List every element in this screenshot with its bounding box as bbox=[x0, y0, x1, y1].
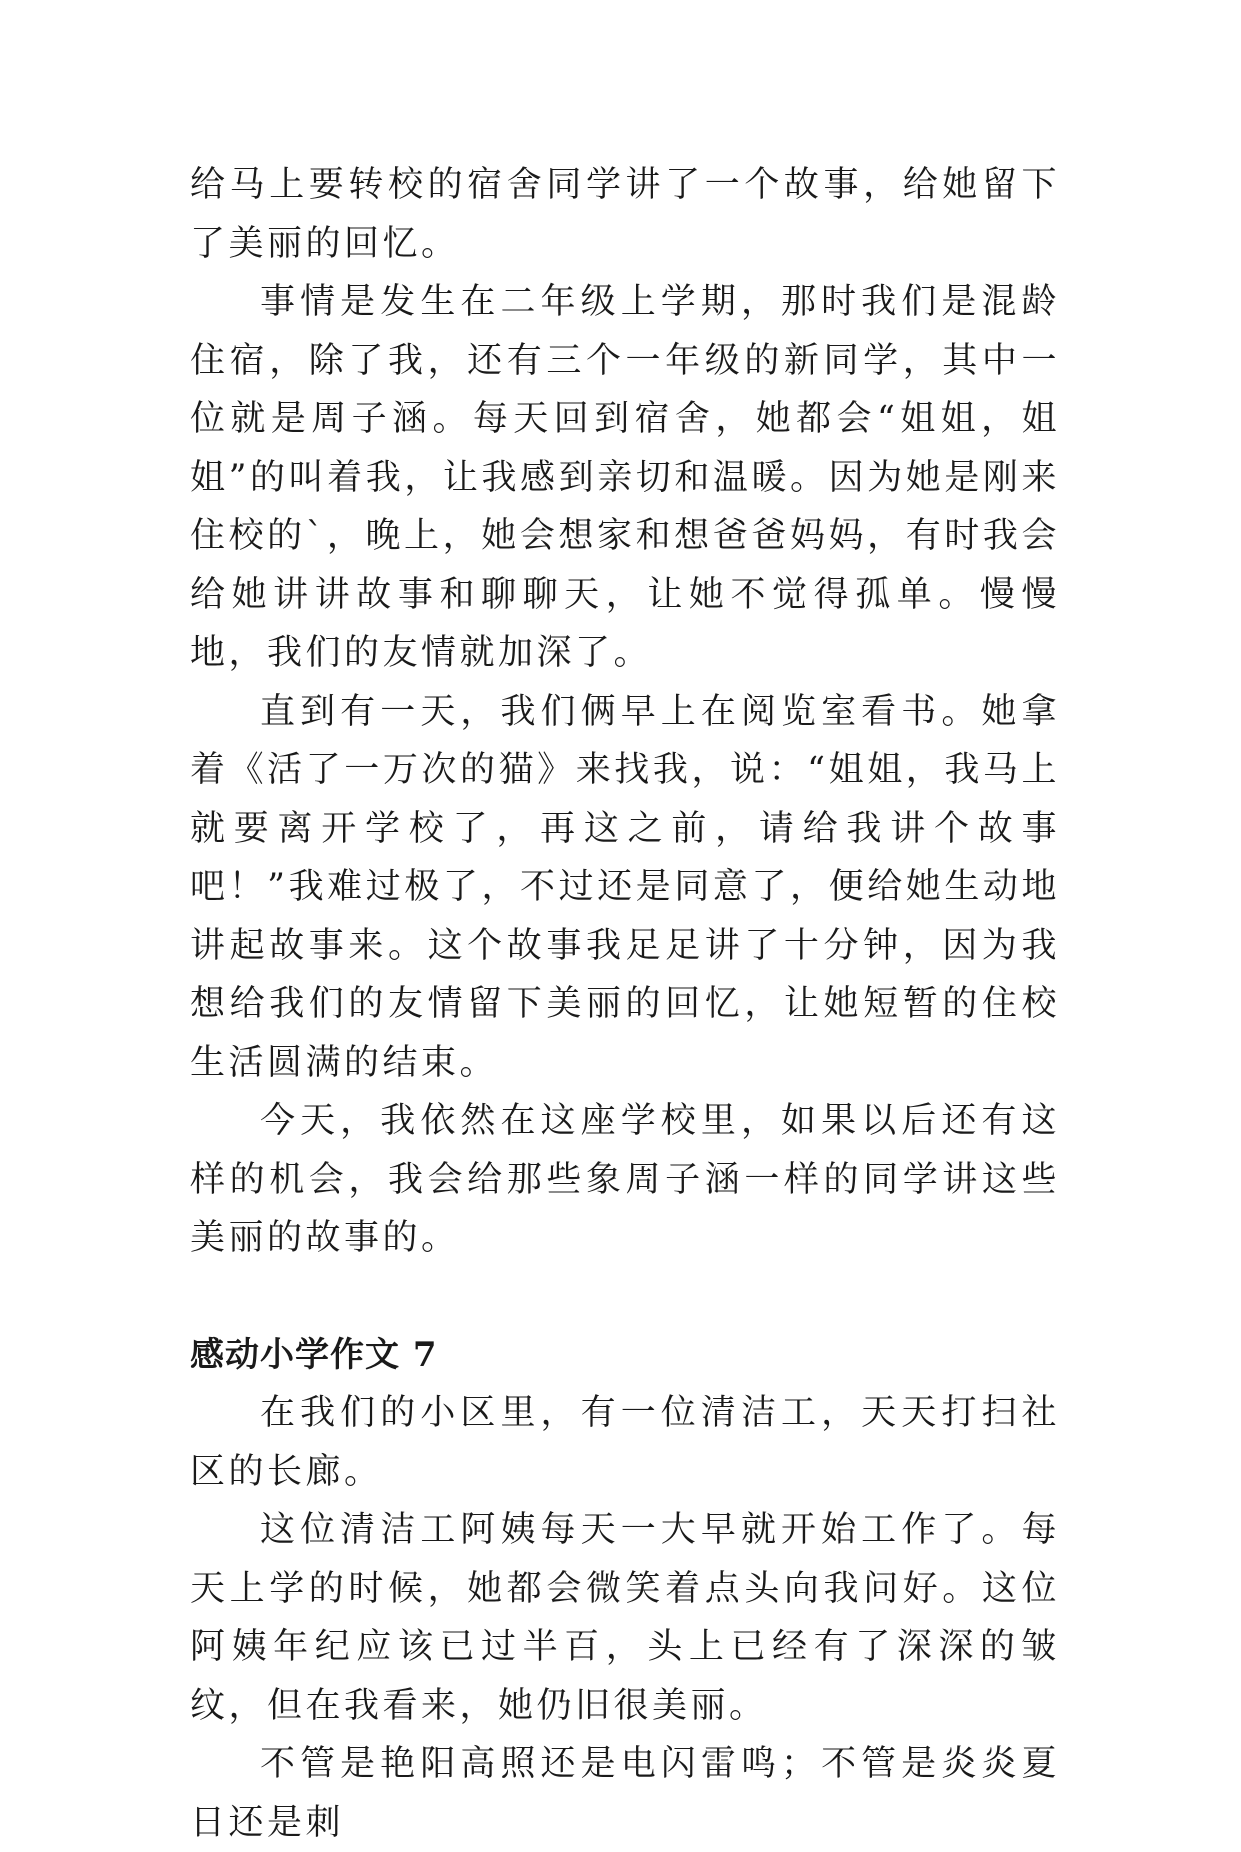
paragraph-conclusion: 今天，我依然在这座学校里，如果以后还有这样的机会，我会给那些象周子涵一样的同学讲这些美丽的故事的。 bbox=[190, 1101, 1060, 1258]
paragraph-reading-room: 直到有一天，我们俩早上在阅览室看书。她拿着《活了一万次的猫》来找我，说：“姐姐，我马上就要离开学校了，再这之前，请给我讲个故事吧！”我难过极了，不过还是同意了，便给她生动地讲起故事来。这个故事我足足讲了十分钟，因为我想给我们的友情留下美丽的回忆，让她短暂的住校生活圆满的结束。 bbox=[190, 691, 1060, 1083]
paragraph-cleaner-weather: 不管是艳阳高照还是电闪雷鸣；不管是炎炎夏日还是刺 bbox=[190, 1744, 1060, 1843]
document-body bbox=[190, 156, 1060, 1852]
paragraph-continuation: 给马上要转校的宿舍同学讲了一个故事，给她留下了美丽的回忆。 bbox=[190, 165, 1060, 264]
section-title: 感动小学作文 7 bbox=[190, 1334, 438, 1375]
paragraph-cleaner-intro: 在我们的小区里，有一位清洁工，天天打扫社区的长廊。 bbox=[190, 1393, 1060, 1492]
paragraph-cleaner-description: 这位清洁工阿姨每天一大早就开始工作了。每天上学的时候，她都会微笑着点头向我问好。这位阿姨年纪应该已过半百，头上已经有了深深的皱纹，但在我看来，她仍旧很美丽。 bbox=[190, 1510, 1060, 1726]
paragraph-dorm-story: 事情是发生在二年级上学期，那时我们是混龄住宿，除了我，还有三个一年级的新同学，其中一位就是周子涵。每天回到宿舍，她都会“姐姐，姐姐”的叫着我，让我感到亲切和温暖。因为她是刚来住校的`，晚上，她会想家和想爸爸妈妈，有时我会给她讲讲故事和聊聊天，让她不觉得孤单。慢慢地，我们的友情就加深了。 bbox=[190, 282, 1060, 673]
